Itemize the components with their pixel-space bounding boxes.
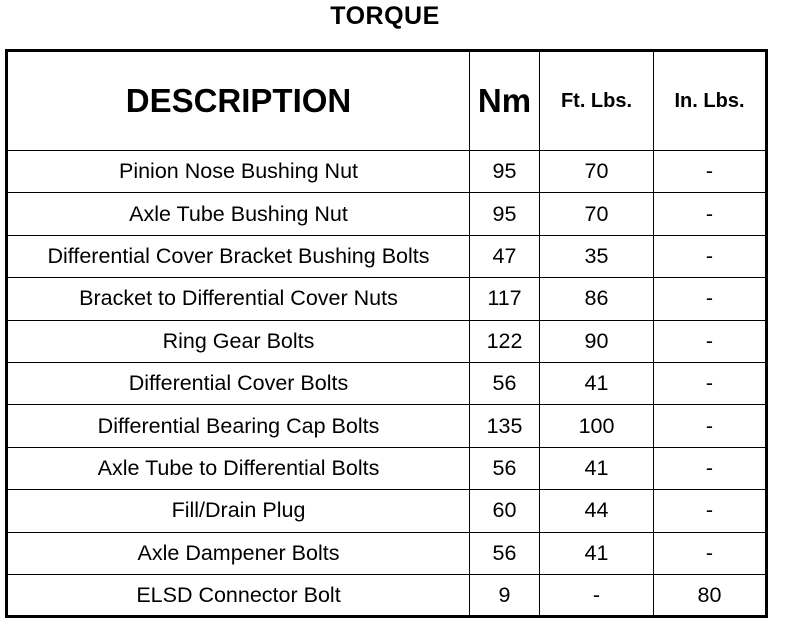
table-row bbox=[7, 362, 767, 404]
cell-nm: 122 bbox=[470, 320, 540, 362]
cell-ft-lbs: 70 bbox=[540, 151, 654, 193]
cell-in-lbs: - bbox=[654, 235, 767, 277]
table-row bbox=[7, 193, 767, 235]
cell-in-lbs: - bbox=[654, 278, 767, 320]
cell-ft-lbs: 35 bbox=[540, 235, 654, 277]
cell-nm: 47 bbox=[470, 235, 540, 277]
cell-description: ELSD Connector Bolt bbox=[7, 574, 470, 616]
table-row bbox=[7, 532, 767, 574]
table-row bbox=[7, 278, 767, 320]
cell-nm: 135 bbox=[470, 405, 540, 447]
page-title: TORQUE bbox=[330, 2, 440, 30]
torque-table-body bbox=[7, 151, 767, 617]
table-row bbox=[7, 447, 767, 489]
cell-ft-lbs: - bbox=[540, 574, 654, 616]
cell-ft-lbs: 44 bbox=[540, 490, 654, 532]
cell-nm: 56 bbox=[470, 532, 540, 574]
cell-nm: 117 bbox=[470, 278, 540, 320]
cell-description: Fill/Drain Plug bbox=[7, 490, 470, 532]
column-header-description: DESCRIPTION bbox=[7, 51, 470, 151]
cell-ft-lbs: 90 bbox=[540, 320, 654, 362]
column-header-nm: Nm bbox=[470, 51, 540, 151]
cell-ft-lbs: 41 bbox=[540, 447, 654, 489]
cell-description: Ring Gear Bolts bbox=[7, 320, 470, 362]
table-row bbox=[7, 320, 767, 362]
cell-ft-lbs: 41 bbox=[540, 532, 654, 574]
cell-description: Pinion Nose Bushing Nut bbox=[7, 151, 470, 193]
cell-ft-lbs: 86 bbox=[540, 278, 654, 320]
table-row bbox=[7, 574, 767, 616]
cell-nm: 95 bbox=[470, 193, 540, 235]
cell-nm: 60 bbox=[470, 490, 540, 532]
cell-ft-lbs: 70 bbox=[540, 193, 654, 235]
torque-table bbox=[5, 49, 768, 618]
table-row bbox=[7, 405, 767, 447]
cell-nm: 56 bbox=[470, 362, 540, 404]
column-header-ft-lbs: Ft. Lbs. bbox=[540, 51, 654, 151]
cell-nm: 95 bbox=[470, 151, 540, 193]
cell-nm: 56 bbox=[470, 447, 540, 489]
header-row bbox=[7, 51, 767, 151]
cell-description: Differential Cover Bolts bbox=[7, 362, 470, 404]
cell-in-lbs: - bbox=[654, 447, 767, 489]
cell-in-lbs: 80 bbox=[654, 574, 767, 616]
cell-in-lbs: - bbox=[654, 405, 767, 447]
cell-in-lbs: - bbox=[654, 532, 767, 574]
column-header-in-lbs: In. Lbs. bbox=[654, 51, 767, 151]
torque-table-header bbox=[7, 51, 767, 151]
table-row bbox=[7, 235, 767, 277]
cell-ft-lbs: 100 bbox=[540, 405, 654, 447]
cell-in-lbs: - bbox=[654, 362, 767, 404]
cell-description: Axle Tube Bushing Nut bbox=[7, 193, 470, 235]
cell-description: Differential Cover Bracket Bushing Bolts bbox=[7, 235, 470, 277]
table-row bbox=[7, 490, 767, 532]
cell-in-lbs: - bbox=[654, 193, 767, 235]
cell-ft-lbs: 41 bbox=[540, 362, 654, 404]
cell-in-lbs: - bbox=[654, 320, 767, 362]
cell-description: Axle Tube to Differential Bolts bbox=[7, 447, 470, 489]
cell-description: Differential Bearing Cap Bolts bbox=[7, 405, 470, 447]
cell-description: Bracket to Differential Cover Nuts bbox=[7, 278, 470, 320]
cell-in-lbs: - bbox=[654, 151, 767, 193]
cell-nm: 9 bbox=[470, 574, 540, 616]
cell-description: Axle Dampener Bolts bbox=[7, 532, 470, 574]
cell-in-lbs: - bbox=[654, 490, 767, 532]
table-row bbox=[7, 151, 767, 193]
